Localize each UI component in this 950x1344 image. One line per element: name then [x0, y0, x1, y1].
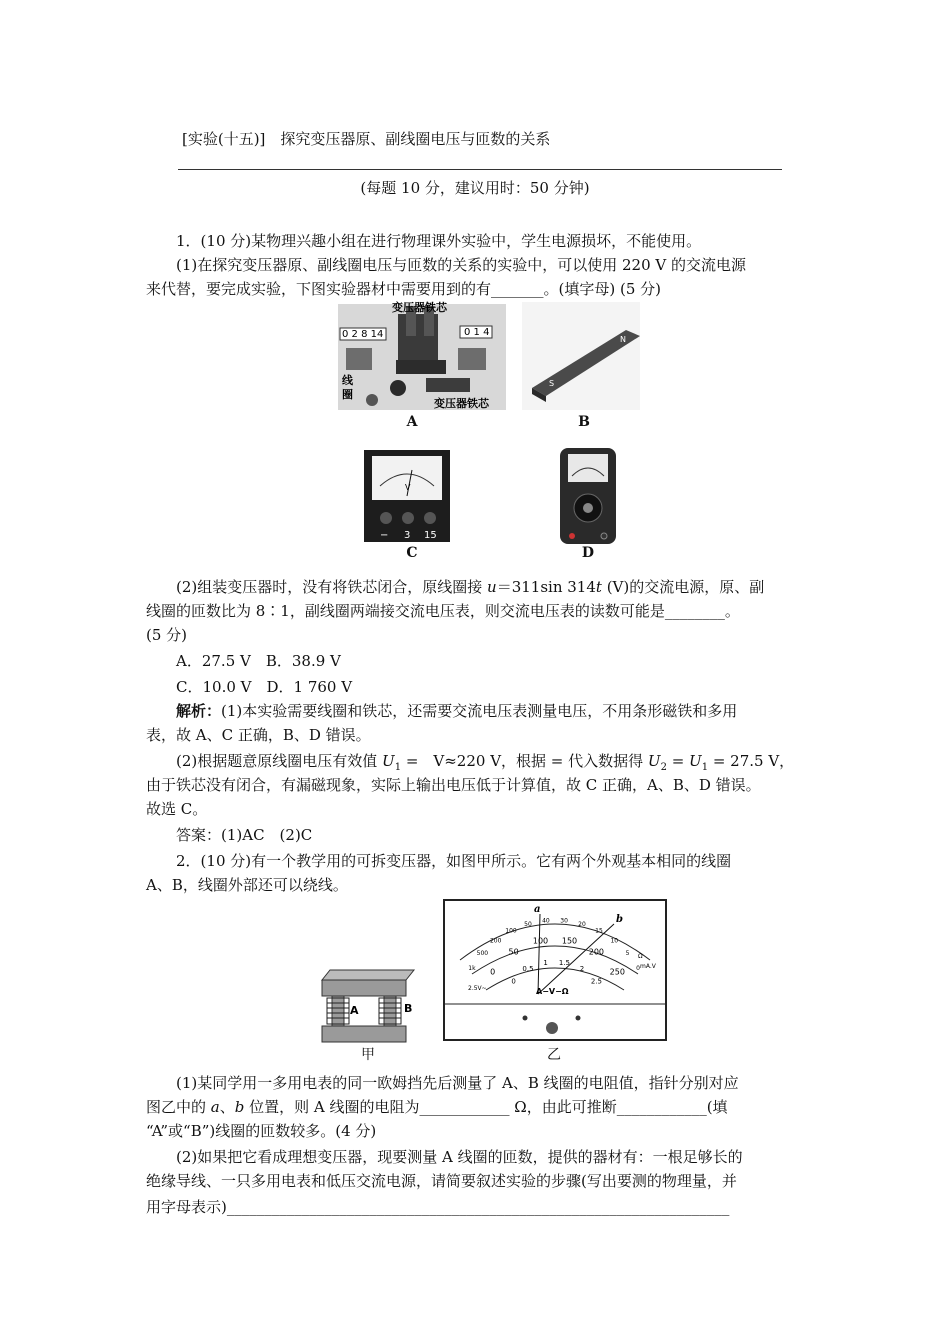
analysis-text-1: (1)本实验需要线圈和铁芯，还需要交流电压表测量电压，不用条形磁铁和多用 [221, 702, 738, 720]
q2-part1-line1: (1)某同学用一多用电表的同一欧姆挡先后测量了 A、B 线圈的电阻值，指针分别对应 [176, 1074, 739, 1092]
magnet-n-label: N [620, 335, 626, 344]
sub-2: 2 [660, 762, 667, 773]
mid-tick-label: 100 [532, 936, 549, 946]
q2-part1-text-c: 位置，则 A 线圈的电阻为____________ Ω，由此可推断____________(填 [244, 1098, 728, 1116]
multimeter-dial [444, 900, 666, 1040]
low-tick-label: 0 [511, 977, 516, 986]
iron-core-label-bottom: 变压器铁芯 [434, 397, 489, 410]
low-tick-label: 2 [579, 965, 585, 974]
mid-tick-label: 250 [609, 967, 625, 977]
caption-b: B [578, 414, 590, 430]
title-divider [178, 169, 782, 170]
transformer-meter-figure [310, 898, 680, 1064]
ohm-tick-label: 20 [578, 920, 586, 928]
q2-stem-line2: A、B，线圈外部还可以绕线。 [146, 876, 348, 894]
q2-part1-text-a: 图乙中的 [146, 1098, 211, 1116]
caption-yi: 乙 [547, 1047, 561, 1063]
q1-options-cd: C．10.0 V D．1 760 V [176, 678, 353, 696]
ohm-tick-label: 50 [524, 920, 532, 928]
coil-label: 线 [342, 374, 353, 387]
ma-unit: mA.V [640, 963, 656, 970]
var-u: u [487, 578, 497, 596]
range-label: 2.5V~ [468, 985, 487, 992]
q2-part1-text-b: 、 [219, 1098, 235, 1116]
q1-part1-line1: (1)在探究变压器原、副线圈电压与匝数的关系的实验中，可以使用 220 V 的交流电源 [176, 256, 747, 274]
q2-part2-line2: 绝缘导线、一只多用电表和低压交流电源，请简要叙述实验的步骤(写出要测的物理量，并 [146, 1172, 737, 1190]
sub-1-b: 1 [701, 762, 709, 773]
transformer-diagram [322, 970, 414, 1042]
page-title: [实验(十五)] 探究变压器原、副线圈电压与匝数的关系 [182, 130, 551, 148]
ohm-tick-label: 100 [505, 927, 517, 935]
coil-label-2: 圈 [342, 388, 353, 401]
iron-core-label-top: 变压器铁芯 [392, 301, 447, 314]
caption-jia: 甲 [361, 1047, 375, 1063]
ohm-tick-label: 40 [542, 917, 550, 925]
q1-part2-text-a: (2)组装变压器时，没有将铁芯闭合，原线圈接 [176, 578, 488, 596]
var-a: a [210, 1098, 220, 1116]
equipment-figure [336, 300, 646, 570]
transformer-kit-image [338, 304, 506, 410]
ohm-tick-label: 200 [489, 937, 502, 945]
analysis-line1 [176, 700, 737, 722]
sub-1: 1 [394, 762, 402, 773]
coil-right-numbers: 0 1 4 [464, 327, 490, 338]
q1-part2-line2: 线圈的匝数比为 8∶1，副线圈两端接交流电压表，则交流电压表的读数可能是________。 [146, 602, 740, 620]
ac-voltmeter-image [364, 450, 450, 542]
ohm-tick-label: 5 [625, 950, 630, 958]
ohm-tick-label: 15 [595, 927, 603, 935]
caption-d: D [581, 545, 595, 561]
q2-stem-line1: 2．(10 分)有一个教学用的可拆变压器，如图甲所示。它有两个外观基本相同的线圈 [176, 852, 732, 870]
var-U1: U [382, 752, 395, 770]
var-t: t [595, 578, 602, 596]
coil-a-label: A [350, 1004, 359, 1017]
voltmeter-3: 3 [404, 530, 411, 541]
q2-part1-line3: “A”或“B”)线圈的匝数较多。(4 分) [146, 1122, 377, 1140]
ohm-tick-label: 1k [468, 965, 476, 972]
coil-b-label: B [404, 1002, 413, 1015]
transformer-meter-figure-svg [310, 898, 680, 1064]
mid-tick-label: 150 [561, 936, 578, 946]
analysis-heading: 解析： [176, 702, 222, 720]
caption-c: C [406, 545, 418, 561]
magnet-s-label: S [549, 379, 555, 388]
needle-b-label: b [616, 914, 623, 925]
var-b: b [234, 1098, 245, 1116]
coil-left-numbers: 0 2 8 14 [342, 329, 384, 340]
ohm-unit: Ω [638, 953, 643, 960]
voltmeter-unit: V [405, 483, 411, 492]
meter-type-label: A−V−Ω [536, 987, 569, 996]
analysis-text-3a: (2)根据题意原线圈电压有效值 [176, 752, 383, 770]
q1-part1-line2: 来代替，要完成实验，下图实验器材中需要用到的有_______。(填字母) (5 分) [146, 280, 661, 298]
page-subtitle: (每题 10 分，建议用时：50 分钟) [360, 179, 590, 197]
mid-tick-label: 200 [588, 947, 605, 957]
low-tick-label: 2.5 [590, 977, 602, 986]
needle-a-label: a [534, 904, 541, 915]
var-U2: U [647, 752, 661, 770]
analysis-text-3b: = V≈220 V，根据 = 代入数据得 [401, 752, 648, 770]
analysis-line5: 故选 C。 [146, 800, 208, 818]
q1-part2-text-b: ＝311sin 314 [496, 578, 596, 596]
q2-part2-line3: 用字母表示)___________________________________________________________________ [146, 1198, 730, 1216]
ohm-tick-label: 0 [636, 965, 641, 972]
ohm-tick-label: 30 [560, 917, 568, 925]
q1-stem: 1．(10 分)某物理兴趣小组在进行物理课外实验中，学生电源损坏，不能使用。 [176, 232, 702, 250]
bar-magnet-image [522, 302, 640, 410]
analysis-line2: 表，故 A、C 正确，B、D 错误。 [146, 726, 371, 744]
equipment-figure-svg [336, 300, 646, 570]
ohm-tick-label: 10 [610, 937, 619, 945]
analysis-line4: 由于铁芯没有闭合，有漏磁现象，实际上输出电压低于计算值，故 C 正确，A、B、D 错误。 [146, 776, 761, 794]
q1-options-ab: A．27.5 V B．38.9 V [176, 652, 341, 670]
answer-line: 答案：(1)AC (2)C [176, 826, 313, 844]
analysis-text-3c: = [666, 752, 690, 770]
q1-part2-line3: (5 分) [146, 626, 188, 644]
mid-tick-label: 0 [490, 967, 496, 977]
low-tick-label: 1.5 [558, 958, 570, 967]
ohm-tick-label: 500 [476, 950, 489, 958]
analysis-text-3d: = 27.5 V， [708, 752, 795, 770]
low-tick-label: 0.5 [522, 965, 534, 974]
q2-part2-line1: (2)如果把它看成理想变压器，现要测量 A 线圈的匝数，提供的器材有：一根足够长的 [176, 1148, 743, 1166]
q2-part1-line2 [146, 1096, 728, 1118]
voltmeter-15: 15 [424, 530, 437, 541]
multimeter-image [560, 448, 616, 544]
caption-a: A [406, 414, 418, 430]
q1-part2-line1 [176, 576, 764, 598]
mid-tick-label: 50 [508, 947, 519, 957]
var-U1-b: U [689, 752, 702, 770]
low-tick-label: 1 [543, 958, 548, 967]
voltmeter-minus: − [380, 530, 389, 541]
q1-part2-text-c: (V)的交流电源，原、副 [601, 578, 765, 596]
